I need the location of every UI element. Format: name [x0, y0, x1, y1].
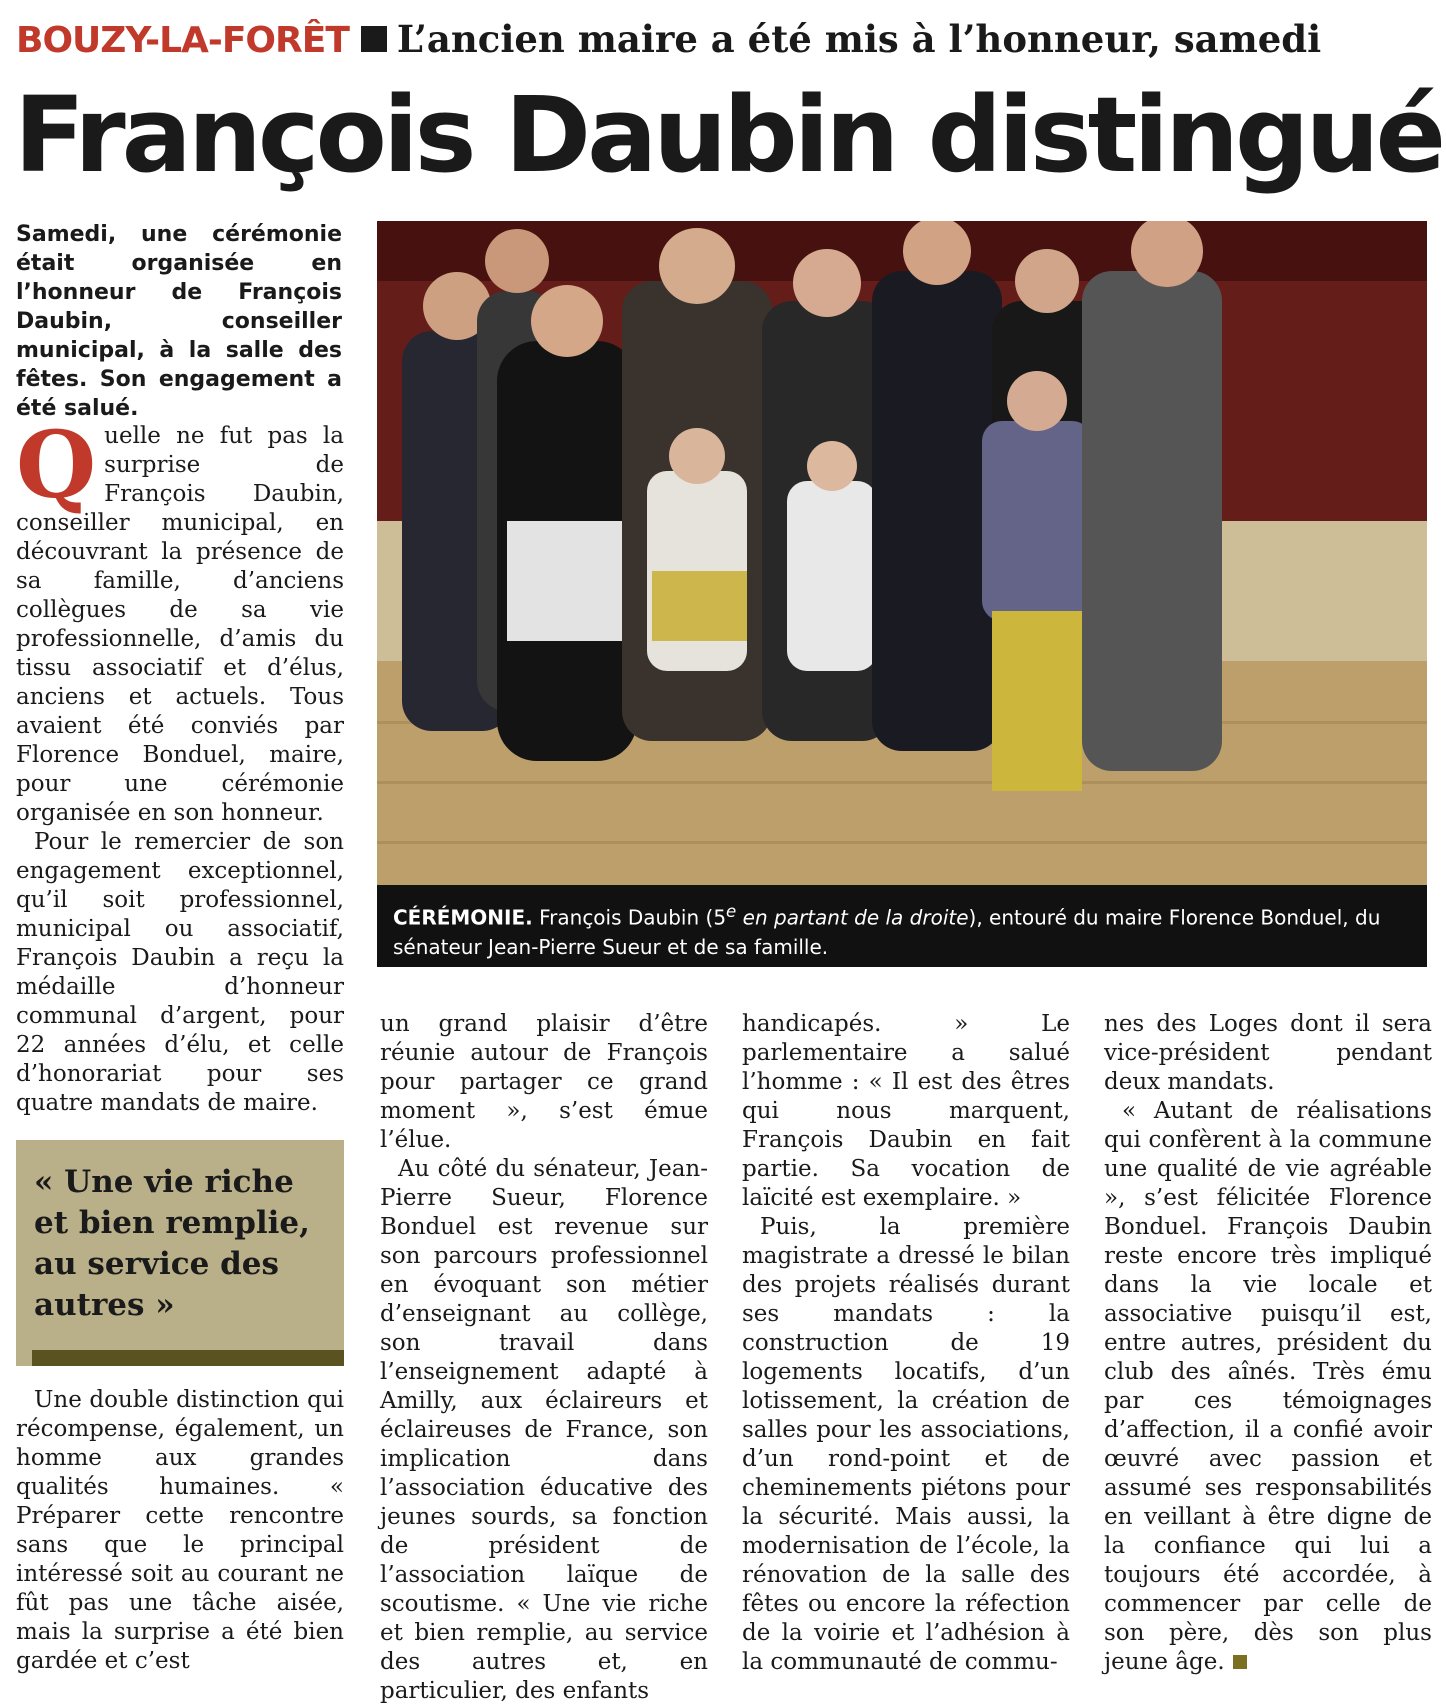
kicker-subtitle: L’ancien maire a été mis à l’honneur, samedi	[396, 17, 1322, 61]
col2-para-1: un grand plaisir d’être réunie autour de François pour partager ce grand moment », s’est émue l’élue.	[380, 1011, 708, 1153]
col3-para-1: handicapés. » Le parlementaire a salué l’homme : « Il est des êtres qui nous marquent, François Daubin en fait partie. Sa vocation de laïcité est exemplaire. »	[742, 1011, 1070, 1211]
col3-para-2: Puis, la première magistrate a dressé le bilan des projets réalisés durant ses mandats : la construction de 19 logements locatifs, d’un lotissement, la création de salles pour les associations, d’un rond-point et de cheminements piétons pour la sécurité. Mais aussi, la modernisation de l’école, la rénovation de la salle des fêtes ou encore la réfection de la voirie et l’adhésion à la communauté de commu-	[742, 1214, 1070, 1675]
column-3	[742, 1010, 1070, 1677]
ceremony-photo	[377, 221, 1427, 885]
col2-para-2: Au côté du sénateur, Jean-Pierre Sueur, Florence Bonduel est revenue sur son parcours professionnel en évoquant son métier d’enseignant au collège, son travail dans l’enseignement adapté à Amilly, aux éclaireurs et éclaireuses de France, son implication dans l’association éducative des jeunes sourds, sa fonction de président de l’association laïque de scoutisme. « Une vie riche et bien remplie, au service des autres et, en particulier, des enfants	[380, 1156, 708, 1704]
column-2	[380, 1010, 708, 1706]
column-1	[16, 411, 344, 1118]
lede: Samedi, une cérémonie était organisée en l’honneur de François Daubin, conseiller municipal, à la salle des fêtes. Son engagement a été salué.	[16, 222, 342, 421]
kicker-square-icon	[361, 26, 387, 52]
col1-para-1	[16, 411, 344, 828]
kicker	[16, 14, 1436, 66]
pull-quote	[16, 1140, 344, 1366]
caption-ordinal: 5	[713, 905, 727, 930]
column-4	[1104, 1010, 1432, 1677]
col1-para-2: Pour le remercier de son engagement exceptionnel, qu’il soit professionnel, municipal ou associatif, François Daubin a reçu la médaille d’honneur communal d’argent, pour 22 années d’élu, et celle d’honorariat pour ses quatre mandats de maire.	[16, 829, 344, 1116]
dropcap: Q	[16, 411, 97, 519]
column-1-continued	[16, 1386, 344, 1676]
caption-text-after: ), entouré du maire Florence Bonduel, du sénateur Jean-Pierre Sueur et de sa famille.	[393, 905, 1381, 959]
col1-para-3: Une double distinction qui récompense, également, un homme aux grandes qualités humaines. « Préparer cette rencontre sans que le principal intéressé soit au courant ne fût pas une tâche aisée, mais la surprise a été bien gardée et c’est	[16, 1387, 344, 1674]
headline: François Daubin distingué	[14, 74, 1443, 196]
pull-quote-text: « Une vie riche et bien remplie, au service des autres »	[34, 1164, 310, 1323]
caption-italic: en partant de la droite	[736, 905, 969, 930]
caption-text-before: François Daubin (	[539, 905, 714, 930]
col4-para-1: nes des Loges dont il sera vice-président pendant deux mandats.	[1104, 1011, 1432, 1095]
end-mark-icon	[1233, 1655, 1247, 1669]
col4-p2-text: « Autant de réalisations qui confèrent à la commune une qualité de vie agréable », s’est félicitée Florence Bonduel. François Daubin reste encore très impliqué dans la vie locale et associative puisqu’il est, entre autres, président du club des aînés. Très ému par ces témoignages d’affection, il a confié avoir œuvré avec passion et assumé ses responsabilités en veillant à être digne de la confiance qui lui a toujours été accordée, à commencer par celle de son père, dès son plus jeune âge.	[1104, 1098, 1432, 1675]
photo-caption	[377, 885, 1427, 967]
pull-quote-bar	[32, 1350, 344, 1366]
kicker-place: BOUZY-LA-FORÊT	[16, 20, 349, 61]
caption-ordinal-sup: e	[726, 902, 737, 921]
col1-p1-text: uelle ne fut pas la surprise de François Daubin, conseiller municipal, en découvrant la présence de sa famille, d’anciens collègues de sa vie professionnelle, d’amis du tissu associatif et d’élus, anciens et actuels. Tous avaient été conviés par Florence Bonduel, maire, pour une cérémonie organisée en son honneur.	[16, 423, 344, 826]
group-photo-illustration	[377, 221, 1427, 885]
col4-para-2	[1104, 1097, 1432, 1677]
caption-label: CÉRÉMONIE.	[393, 905, 533, 930]
